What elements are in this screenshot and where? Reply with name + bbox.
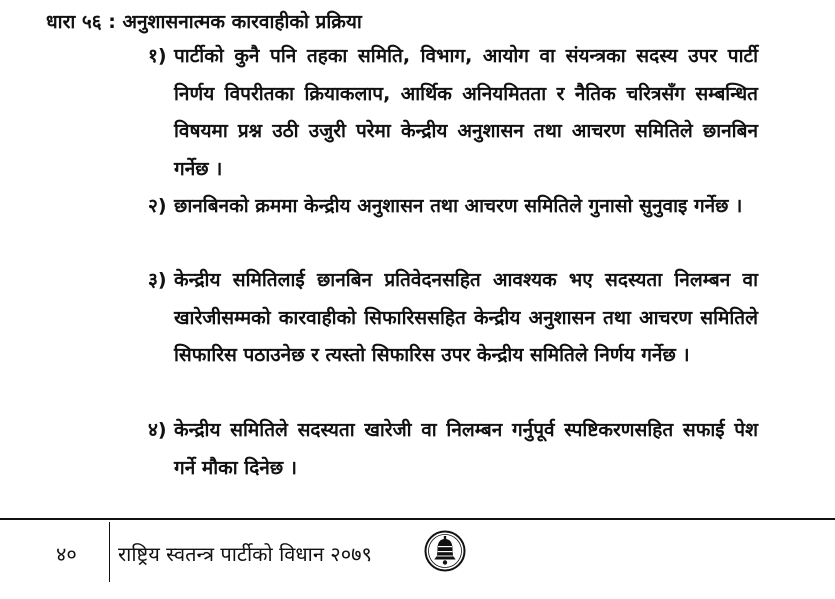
clause-2: [148, 188, 758, 226]
clause-text: छानबिनको क्रममा केन्द्रीय अनुशासन तथा आचरण समितिले गुनासो सुनुवाइ गर्नेछ ।: [174, 195, 743, 217]
clause-4: [148, 412, 758, 487]
clause-1: [148, 38, 758, 188]
clause-number: २): [148, 195, 167, 217]
footer-divider: [0, 518, 835, 520]
clause-number: १): [148, 45, 167, 67]
clause-number: ४): [148, 419, 167, 441]
clause-text: केन्द्रीय समितिलाई छानबिन प्रतिवेदनसहित आवश्यक भए सदस्यता निलम्बन वा खारेजीसम्मको कारवाहीको सिफारिससहित केन्द्रीय अनुशासन तथा आचरण समितिले सिफारिस पठाउनेछ र त्यस्तो सिफारिस उपर केन्द्रीय समितिले निर्णय गर्नेछ ।: [174, 269, 758, 366]
document-title: राष्ट्रिय स्वतन्त्र पार्टीको विधान २०७९: [118, 542, 372, 566]
clause-text: पार्टीको कुनै पनि तहका समिति, विभाग, आयोग वा संयन्त्रका सदस्य उपर पार्टी निर्णय विपरीतका क्रियाकलाप, आर्थिक अनियमितता र नैतिक चरित्रसँग सम्बन्धित विषयमा प्रश्न उठी उजुरी परेमा केन्द्रीय अनुशासन तथा आचरण समितिले छानबिन गर्नेछ ।: [174, 45, 758, 180]
page-number: ४०: [56, 542, 77, 566]
clause-3: [148, 262, 758, 375]
section-heading: धारा ५६ : अनुशासनात्मक कारवाहीको प्रक्रिया: [46, 11, 362, 33]
clause-number: ३): [148, 269, 167, 291]
footer-separator: [109, 522, 110, 582]
bell-emblem-icon: [424, 530, 466, 572]
clause-text: केन्द्रीय समितिले सदस्यता खारेजी वा निलम्बन गर्नुपूर्व स्पष्टिकरणसहित सफाई पेश गर्ने मौका दिनेछ ।: [174, 419, 758, 479]
